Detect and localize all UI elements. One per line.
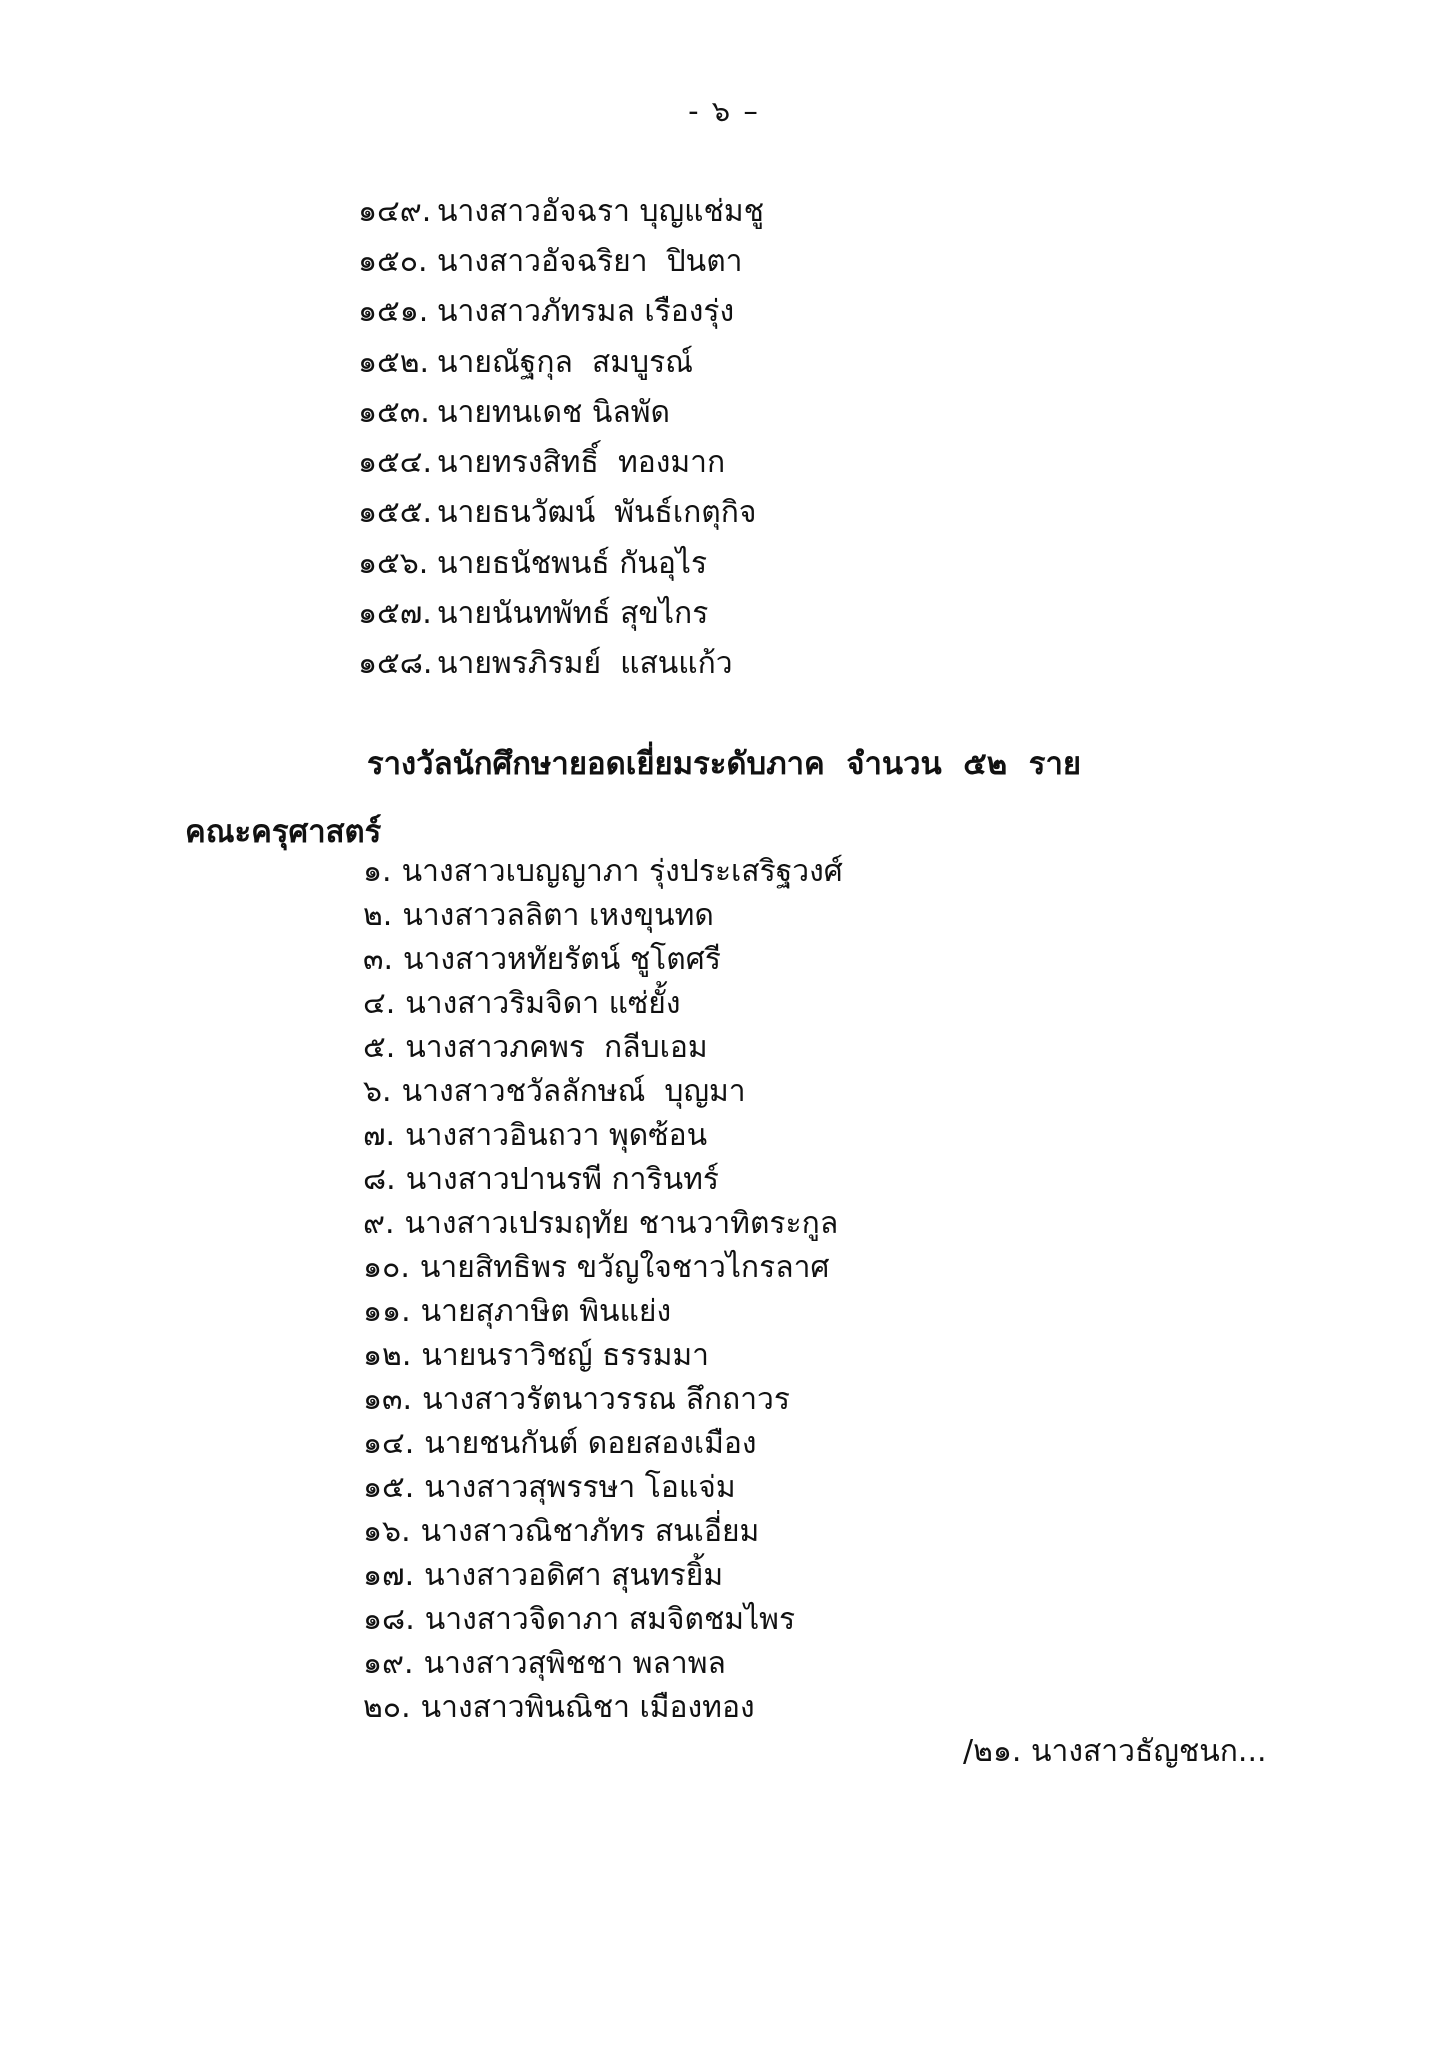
item-number: ๖.	[363, 1073, 392, 1109]
item-number: ๑๘.	[363, 1601, 415, 1637]
item-name: นางสาวลลิตา เหงขุนทด	[402, 897, 714, 933]
item-name: นางสาวภคพร กลีบเอม	[405, 1029, 708, 1065]
item-name: นางสาวริมจิดา แซ่ยั้ง	[405, 985, 681, 1021]
list-item	[363, 1685, 843, 1729]
item-name: นางสาวณิชาภัทร สนเอี่ยม	[420, 1513, 760, 1549]
item-name: นายนราวิชญ์ ธรรมมา	[421, 1337, 709, 1373]
item-name: นางสาวอินถวา พุดซ้อน	[405, 1117, 708, 1153]
item-name: นางสาวสุพรรษา โอแจ่ม	[424, 1469, 736, 1505]
recipient-list-continued	[358, 186, 764, 689]
list-item	[363, 1289, 843, 1333]
item-name: นายธนวัฒน์ พันธ์เกตุกิจ	[437, 495, 757, 531]
item-number: ๘.	[363, 1161, 396, 1197]
list-item	[358, 588, 764, 638]
list-item	[363, 1113, 843, 1157]
item-name: นายพรภิรมย์ แสนแก้ว	[437, 646, 733, 682]
item-number: ๑๔.	[363, 1425, 415, 1461]
list-item	[363, 1641, 843, 1685]
list-item	[363, 1421, 843, 1465]
item-number: ๑๓.	[363, 1381, 413, 1417]
item-number: ๑๕.	[363, 1469, 415, 1505]
list-item	[363, 1333, 843, 1377]
item-number: ๑๙.	[363, 1645, 414, 1681]
item-number: ๑๒.	[363, 1337, 412, 1373]
item-name: นายทรงสิทธิ์ ทองมาก	[437, 445, 726, 481]
item-number: ๑๕๖.	[358, 545, 429, 581]
item-name: นายณัฐกุล สมบูรณ์	[437, 344, 694, 380]
item-number: ๑๕๓.	[358, 394, 430, 430]
item-number: ๗.	[363, 1117, 396, 1153]
item-number: ๔.	[363, 985, 396, 1021]
item-number: ๑๕๔.	[358, 445, 432, 481]
item-name: นางสาวอัจฉริยา ปินตา	[437, 243, 743, 279]
item-name: นางสาวหทัยรัตน์ ชูโตศรี	[403, 941, 721, 977]
item-number: ๑๔๙.	[358, 193, 432, 229]
list-item	[358, 639, 764, 689]
list-item	[363, 1157, 843, 1201]
list-item	[358, 488, 764, 538]
list-item	[358, 387, 764, 437]
list-item	[363, 1069, 843, 1113]
list-item	[358, 186, 764, 236]
list-item	[363, 1553, 843, 1597]
item-number: ๑๕๕.	[358, 495, 432, 531]
list-item	[363, 1201, 843, 1245]
item-number: ๑๐.	[363, 1249, 410, 1285]
item-name: นางสาวพินณิชา เมืองทอง	[420, 1689, 755, 1725]
item-name: นางสาวเปรมฤทัย ชานวาทิตระกูล	[404, 1205, 839, 1241]
list-item	[363, 1597, 843, 1641]
item-number: ๑๖.	[363, 1513, 411, 1549]
item-number: ๕.	[363, 1029, 396, 1065]
list-item	[358, 437, 764, 487]
item-name: นายสุภาษิต พินแย่ง	[420, 1293, 672, 1329]
item-number: ๒.	[363, 897, 393, 933]
list-item	[363, 1245, 843, 1289]
item-name: นายชนกันต์ ดอยสองเมือง	[424, 1425, 757, 1461]
item-name: นายสิทธิพร ขวัญใจชาวไกรลาศ	[419, 1249, 830, 1285]
item-name: นายนันทพัทธ์ สุขไกร	[437, 596, 709, 632]
faculty-recipient-list	[363, 849, 843, 1729]
page-number: - ๖ –	[688, 94, 760, 128]
list-item	[363, 1465, 843, 1509]
item-name: นางสาวอดิศา สุนทรยิ้ม	[424, 1557, 724, 1593]
item-number: ๑.	[363, 853, 392, 889]
item-number: ๑๕๑.	[358, 294, 429, 330]
item-name: นายทนเดช นิลพัด	[437, 394, 670, 430]
item-name: นายธนัชพนธ์ กันอุไร	[437, 545, 708, 581]
item-name: นางสาวอัจฉรา บุญแช่มชู	[437, 193, 764, 229]
list-item	[363, 893, 843, 937]
item-number: ๙.	[363, 1205, 395, 1241]
item-name: นางสาวเบญญาภา รุ่งประเสริฐวงศ์	[401, 853, 843, 889]
list-item	[363, 1509, 843, 1553]
list-item	[358, 538, 764, 588]
list-item	[363, 981, 843, 1025]
list-item	[358, 236, 764, 286]
list-item	[363, 1025, 843, 1069]
item-number: ๑๕๗.	[358, 596, 432, 632]
item-name: นางสาวภัทรมล เรืองรุ่ง	[437, 294, 735, 330]
item-number: ๒๐.	[363, 1689, 411, 1725]
item-number: ๑๕๘.	[358, 646, 433, 682]
item-number: ๑๕๐.	[358, 243, 428, 279]
item-number: ๑๑.	[363, 1293, 411, 1329]
item-number: ๑๕๒.	[358, 344, 430, 380]
list-item	[358, 287, 764, 337]
continuation-note: /๒๑. นางสาวธัญชนก...	[963, 1734, 1267, 1769]
faculty-heading: คณะครุศาสตร์	[185, 814, 382, 850]
list-item	[363, 1377, 843, 1421]
item-name: นางสาวสุพิชชา พลาพล	[423, 1645, 726, 1681]
item-number: ๑๗.	[363, 1557, 415, 1593]
list-item	[363, 849, 843, 893]
item-name: นางสาวปานรพี การินทร์	[405, 1161, 720, 1197]
item-name: นางสาวจิดาภา สมจิตชมไพร	[424, 1601, 796, 1637]
item-name: นางสาวชวัลลักษณ์ บุญมา	[401, 1073, 746, 1109]
item-name: นางสาวรัตนาวรรณ ลึกถาวร	[422, 1381, 791, 1417]
award-section-heading: รางวัลนักศึกษายอดเยี่ยมระดับภาค จำนวน ๕๒ ราย	[366, 746, 1082, 782]
item-number: ๓.	[363, 941, 394, 977]
list-item	[363, 937, 843, 981]
list-item	[358, 337, 764, 387]
